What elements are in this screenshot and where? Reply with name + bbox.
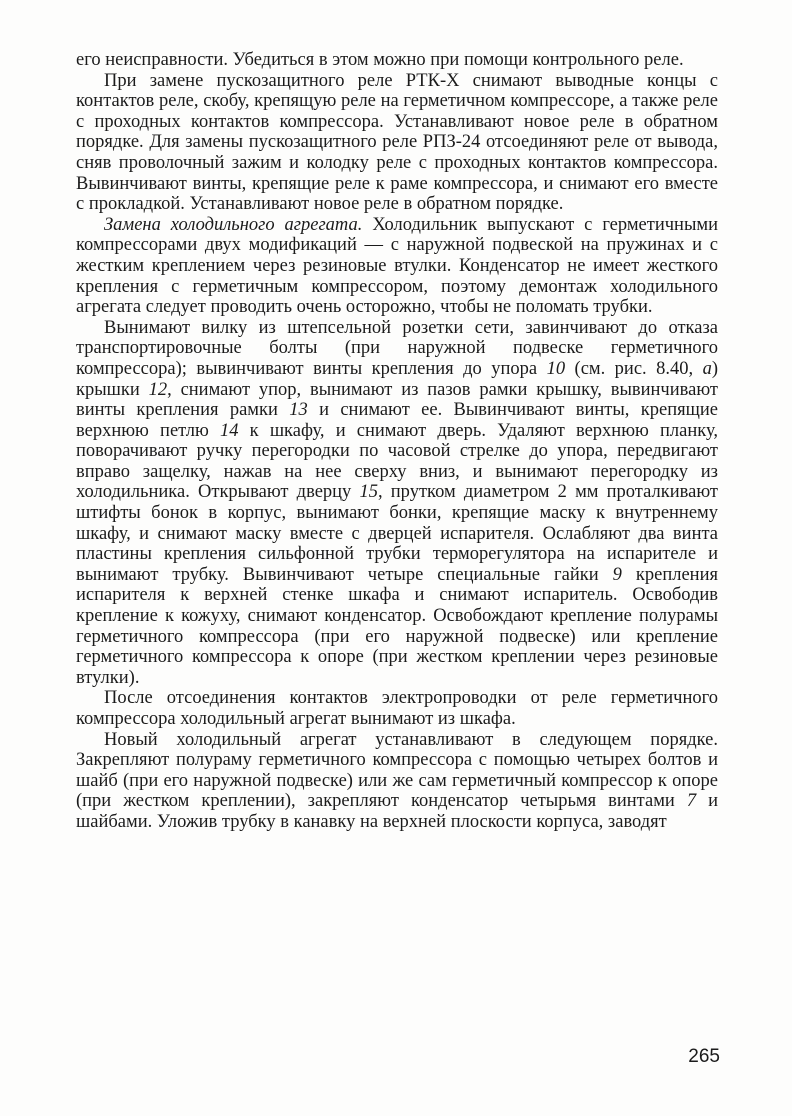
text-run: (см. рис. 8.40, <box>565 358 703 379</box>
text-run: , прутком диаметром 2 мм проталкивают штифты бонок в корпус, вынимают бонки, крепящие маску к внутреннему шкафу, и снимают маску вместе с дверцей испарителя. Ослабляют два винта пластины крепления сильфонной трубки терморегулятора на испарителе и вынимают трубку. Вывинчивают четыре специальные гайки <box>76 482 718 585</box>
text-run: его неисправности. Убедиться в этом можно при помощи контрольного реле. <box>76 50 684 70</box>
italic-text: 14 <box>220 420 239 441</box>
paragraph <box>76 730 718 833</box>
italic-text: 13 <box>289 400 308 421</box>
paragraph <box>76 71 718 215</box>
text-run: к шкафу, и снимают дверь. Удаляют верхнюю планку, поворачивают ручку перегородки по часовой стрелке до упора, передвигают вправо защелку, нажав на нее сверху вниз, и вынимают перегородку из холодильника. Открывают дверцу <box>76 420 718 503</box>
text-run: После отсоединения контактов электропроводки от реле герметичного компрессора холодильный агрегат вынимают из шкафа. <box>76 688 718 729</box>
italic-text: 9 <box>612 564 622 585</box>
paragraph <box>76 318 718 689</box>
italic-text: а <box>702 358 712 379</box>
paragraph <box>76 215 718 318</box>
text-run: , снимают упор, вынимают из пазов рамки крышку, вывинчивают винты крепления рамки <box>76 379 718 421</box>
text-run: Новый холодильный агрегат устанавливают в следующем порядке. Закрепляют полураму герметичного компрессора с помощью четырех болтов и шайб (при его наружной подвеске) или же сам герметичный компрессор к опоре (при жестком креплении), закрепляют конденсатор четырьмя винтами <box>76 729 718 812</box>
text-run: При замене пускозащитного реле РТК-Х снимают выводные концы с контактов реле, скобу, крепящую реле на герметичном компрессоре, а также реле с проходных контактов компрессора. Устанавливают новое реле в обратном порядке. Для замены пускозащитного реле РПЗ-24 отсоединяют реле от вывода, сняв проволочный зажим и колодку реле с проходных контактов компрессора. Вывинчивают винты, крепящие реле к раме компрессора, и снимают его вместе с прокладкой. Устанавливают новое реле в обратном порядке. <box>76 70 718 215</box>
italic-text: 10 <box>546 358 566 379</box>
italic-text: Замена холодильного агрегата. <box>104 214 363 235</box>
paragraph <box>76 50 718 71</box>
text-run: и снимают ее. Вывинчивают винты, крепящие верхнюю петлю <box>76 400 718 441</box>
text-run: Вынимают вилку из штепсельной розетки сети, завинчивают до отказа транспортировочные болты (при наружной подвеске герметичного компрессора); вывинчивают винты крепления до упора <box>76 317 718 379</box>
italic-text: 12 <box>148 379 168 400</box>
page-number: 265 <box>688 1046 720 1067</box>
text-run: крепления испарителя к верхней стенке шкафа и снимают испаритель. Освободив крепление к кожуху, снимают конденсатор. Освобождают крепление полурамы герметичного компрессора (при его наружной подвеске) или крепление герметичного компрессора к опоре (при жестком креплении через резиновые втулки). <box>76 564 718 688</box>
body-text <box>76 50 718 833</box>
italic-text: 7 <box>686 791 697 812</box>
text-run: и шайбами. Уложив трубку в канавку на верхней плоскости корпуса, заводят <box>76 791 718 832</box>
italic-text: 15 <box>359 482 378 503</box>
text-run: Холодильник выпускают с герметичными компрессорами двух модификаций — с наружной подвеской на пружинах и с жестким креплением через резиновые втулки. Конденсатор не имеет жесткого крепления с герметичным компрессором, поэтому демонтаж холодильного агрегата следует проводить очень осторожно, чтобы не поломать трубки. <box>76 214 718 318</box>
text-run: ) крышки <box>76 358 718 400</box>
paragraph <box>76 688 718 729</box>
